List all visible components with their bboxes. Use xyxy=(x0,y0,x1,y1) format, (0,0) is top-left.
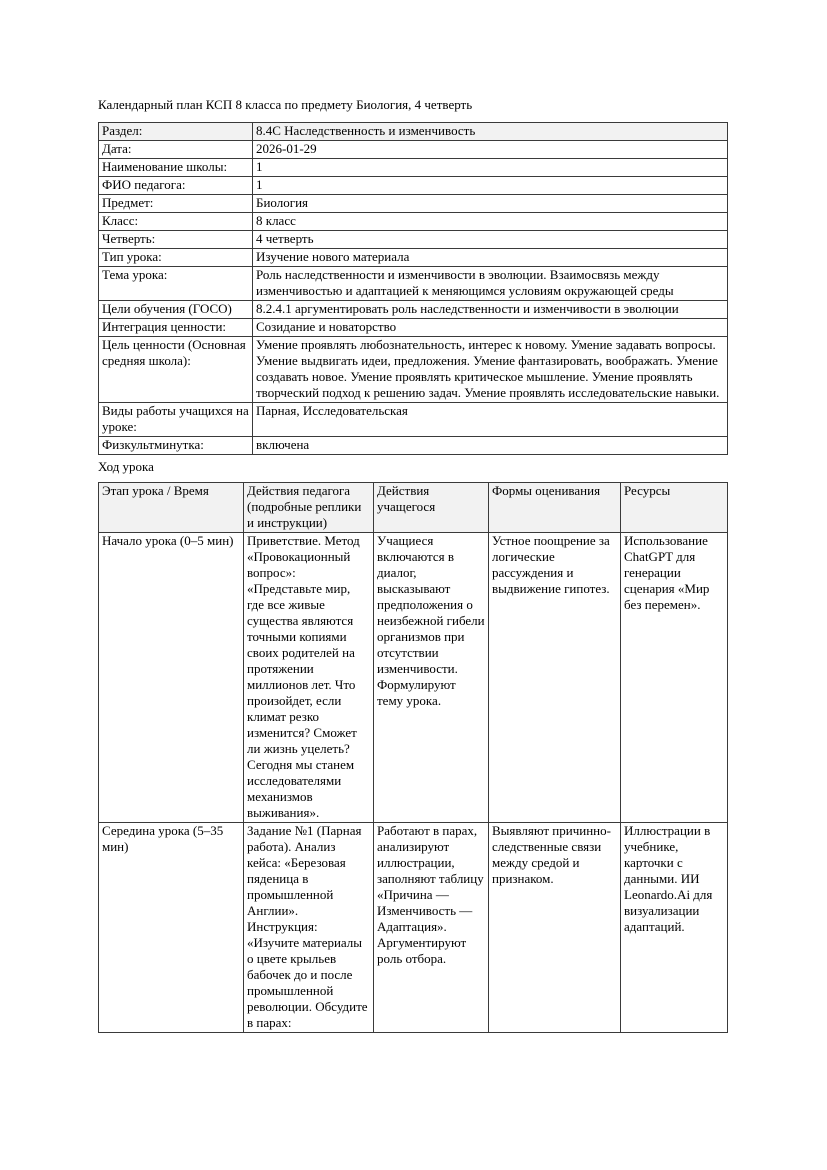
info-label: Четверть: xyxy=(99,231,253,249)
info-value: Биология xyxy=(253,195,728,213)
info-label: Предмет: xyxy=(99,195,253,213)
table-row xyxy=(99,533,728,823)
teacher-actions-cell: Приветствие. Метод «Провокационный вопрос»: «Представьте мир, где все живые существа являются точными копиями своих родителей на протяжении миллионов лет. Что произойдет, если климат резко изменится? Сможет ли жизнь уцелеть? Сегодня мы станем исследователями механизмов выживания». xyxy=(244,533,374,823)
info-label: Виды работы учащихся на уроке: xyxy=(99,403,253,437)
info-value: 1 xyxy=(253,177,728,195)
table-row xyxy=(99,301,728,319)
info-label: Цели обучения (ГОСО) xyxy=(99,301,253,319)
info-value: Умение проявлять любознательность, интерес к новому. Умение задавать вопросы. Умение выдвигать идеи, предложения. Умение фантазировать, воображать. Умение создавать новое. Умение проявлять критическое мышление. Умение проявлять творческий подход к решению задач. Умение проявлять исследовательские навыки. xyxy=(253,337,728,403)
info-label: Тип урока: xyxy=(99,249,253,267)
table-row xyxy=(99,195,728,213)
lesson-info-table xyxy=(98,122,728,455)
table-row xyxy=(99,403,728,437)
assessment-cell: Выявляют причинно-следственные связи между средой и признаком. xyxy=(489,823,621,1033)
table-row xyxy=(99,319,728,337)
info-value: 4 четверть xyxy=(253,231,728,249)
table-row xyxy=(99,141,728,159)
info-value: 2026-01-29 xyxy=(253,141,728,159)
info-label: Тема урока: xyxy=(99,267,253,301)
table-row xyxy=(99,823,728,1033)
info-value: включена xyxy=(253,437,728,455)
page-title: Календарный план КСП 8 класса по предмету Биология, 4 четверть xyxy=(98,97,473,112)
lesson-flow-heading: Ход урока xyxy=(98,459,154,474)
table-row xyxy=(99,159,728,177)
column-header-assessment: Формы оценивания xyxy=(489,483,621,533)
info-value: 8.4C Наследственность и изменчивость xyxy=(253,123,728,141)
table-row xyxy=(99,337,728,403)
column-header-student-actions: Действия учащегося xyxy=(374,483,489,533)
teacher-actions-cell: Задание №1 (Парная работа). Анализ кейса: «Березовая пяденица в промышленной Англии». Инструкция: «Изучите материалы о цвете крыльев бабочек до и после промышленной революции. Обсудите в парах: xyxy=(244,823,374,1033)
student-actions-cell: Учащиеся включаются в диалог, высказывают предположения о неизбежной гибели организмов при отсутствии изменчивости. Формулируют тему урока. xyxy=(374,533,489,823)
info-label: Физкультминутка: xyxy=(99,437,253,455)
table-header-row xyxy=(99,483,728,533)
resources-cell: Использование ChatGPT для генерации сценария «Мир без перемен». xyxy=(621,533,728,823)
table-row xyxy=(99,231,728,249)
info-label: Раздел: xyxy=(99,123,253,141)
table-row xyxy=(99,123,728,141)
info-label: Интеграция ценности: xyxy=(99,319,253,337)
info-value: Парная, Исследовательская xyxy=(253,403,728,437)
info-label: Цель ценности (Основная средняя школа): xyxy=(99,337,253,403)
table-row xyxy=(99,267,728,301)
info-label: Дата: xyxy=(99,141,253,159)
stage-cell: Начало урока (0–5 мин) xyxy=(99,533,244,823)
info-value: Роль наследственности и изменчивости в эволюции. Взаимосвязь между изменчивостью и адаптацией к меняющимся условиям окружающей среды xyxy=(253,267,728,301)
column-header-resources: Ресурсы xyxy=(621,483,728,533)
info-value: Изучение нового материала xyxy=(253,249,728,267)
document-content xyxy=(98,97,727,1033)
info-value: 1 xyxy=(253,159,728,177)
lesson-flow-table xyxy=(98,482,728,1033)
column-header-stage: Этап урока / Время xyxy=(99,483,244,533)
info-label: Наименование школы: xyxy=(99,159,253,177)
table-row xyxy=(99,249,728,267)
table-row xyxy=(99,177,728,195)
info-label: ФИО педагога: xyxy=(99,177,253,195)
info-value: Созидание и новаторство xyxy=(253,319,728,337)
table-row xyxy=(99,213,728,231)
info-value: 8 класс xyxy=(253,213,728,231)
info-label: Класс: xyxy=(99,213,253,231)
table-row xyxy=(99,437,728,455)
assessment-cell: Устное поощрение за логические рассуждения и выдвижение гипотез. xyxy=(489,533,621,823)
column-header-teacher-actions: Действия педагога (подробные реплики и инструкции) xyxy=(244,483,374,533)
stage-cell: Середина урока (5–35 мин) xyxy=(99,823,244,1033)
resources-cell: Иллюстрации в учебнике, карточки с данными. ИИ Leonardo.Ai для визуализации адаптаций. xyxy=(621,823,728,1033)
student-actions-cell: Работают в парах, анализируют иллюстрации, заполняют таблицу «Причина — Изменчивость — Адаптация». Аргументируют роль отбора. xyxy=(374,823,489,1033)
info-value: 8.2.4.1 аргументировать роль наследственности и изменчивости в эволюции xyxy=(253,301,728,319)
